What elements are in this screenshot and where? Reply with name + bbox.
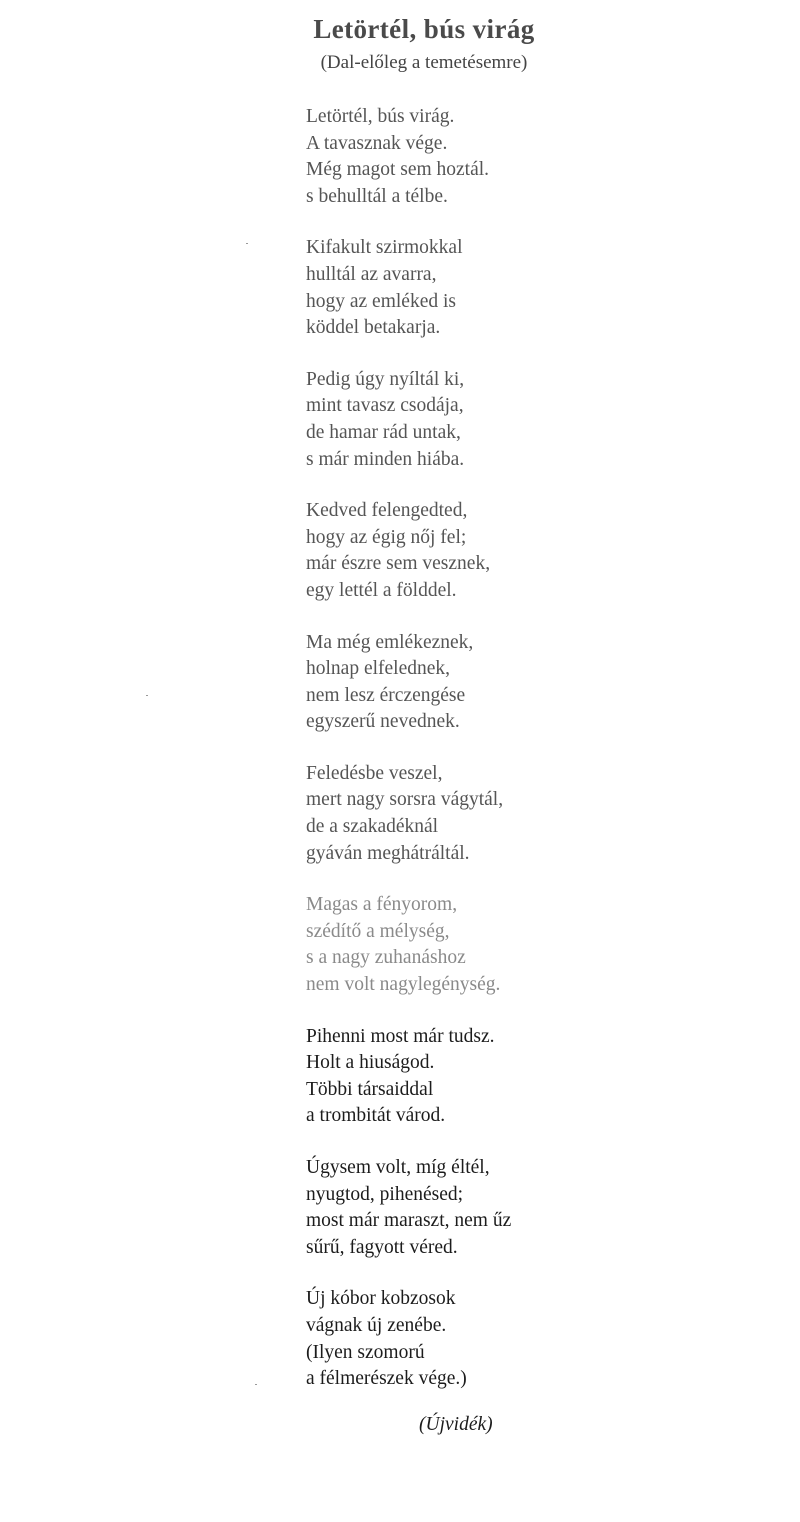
stanza-3 (306, 367, 786, 473)
stanza-6 (306, 761, 786, 867)
poem-line: Úgysem volt, míg éltél, (306, 1157, 490, 1178)
poem-line: Holt a hiuságod. (306, 1052, 435, 1074)
stanza-10 (306, 1286, 786, 1392)
poem-line: Még magot sem hoztál. (306, 159, 490, 181)
scan-speck (146, 695, 148, 696)
poem-line: s a nagy zuhanáshoz (306, 947, 466, 969)
poem-line: most már maraszt, nem űz (306, 1210, 512, 1232)
poem-line: Ma még emlékeznek, (306, 631, 474, 653)
poem-line: szédítő a mélység, (306, 920, 450, 942)
poem-subtitle: (Dal-előleg a temetésemre) (320, 52, 528, 73)
poem-line: nyugtod, pihenésed; (306, 1183, 464, 1205)
poem-line: már észre sem vesznek, (306, 553, 491, 575)
poem-line: hulltál az avarra, (306, 263, 437, 285)
poem-line: nem lesz érczengése (306, 684, 466, 706)
scan-speck (246, 243, 248, 244)
poem-line: sűrű, fagyott véred. (306, 1236, 458, 1258)
poem-line: a trombitát várod. (306, 1105, 446, 1127)
poem-line: Kifakult szirmokkal (306, 237, 463, 259)
poem-body (306, 104, 786, 1418)
stanza-9 (306, 1155, 786, 1261)
poem-line: s behulltál a télbe. (306, 185, 448, 207)
poem-line: mert nagy sorsra vágytál, (306, 789, 504, 811)
poem-line: holnap elfelednek, (306, 658, 451, 680)
poem-line: de hamar rád untak, (306, 421, 461, 443)
poem-line: egyszerű nevednek. (306, 711, 460, 733)
stanza-5 (306, 630, 786, 736)
poem-line: Többi társaiddal (306, 1078, 434, 1100)
stanza-7 (306, 892, 786, 998)
poem-line: mint tavasz csodája, (306, 395, 464, 417)
poem-line: Új kóbor kobzosok (306, 1288, 456, 1310)
scan-speck (255, 1384, 257, 1385)
poem-line: Letörtél, bús virág. (306, 106, 455, 127)
poem-line: Pihenni most már tudsz. (306, 1025, 495, 1047)
poem-line: Kedved felengedted, (306, 500, 468, 522)
stanza-2 (306, 235, 786, 341)
poem-title: Letörtél, bús virág (313, 14, 535, 44)
poem-line: Pedig úgy nyíltál ki, (306, 368, 465, 390)
poem-line: hogy az égig nőj fel; (306, 526, 467, 548)
poem-line: gyáván meghátráltál. (306, 842, 470, 864)
poem-line: hogy az emléked is (306, 290, 456, 312)
poem-line: de a szakadéknál (306, 816, 439, 838)
poem-line: nem volt nagylegénység. (306, 974, 501, 996)
poem-place: (Újvidék) (419, 1414, 493, 1435)
poem-line: A tavasznak vége. (306, 132, 448, 154)
poem-line: Feledésbe veszel, (306, 762, 443, 784)
poem-line: a félmerészek vége.) (306, 1368, 467, 1390)
poem-line: egy lettél a földdel. (306, 579, 457, 601)
stanza-1 (306, 104, 786, 210)
stanza-8 (306, 1024, 786, 1130)
stanza-4 (306, 498, 786, 604)
poem-line: köddel betakarja. (306, 317, 441, 339)
poem-line: s már minden hiába. (306, 448, 465, 470)
poem-line: (Ilyen szomorú (306, 1341, 425, 1363)
poem-line: Magas a fényorom, (306, 894, 458, 916)
poem-line: vágnak új zenébe. (306, 1314, 447, 1336)
